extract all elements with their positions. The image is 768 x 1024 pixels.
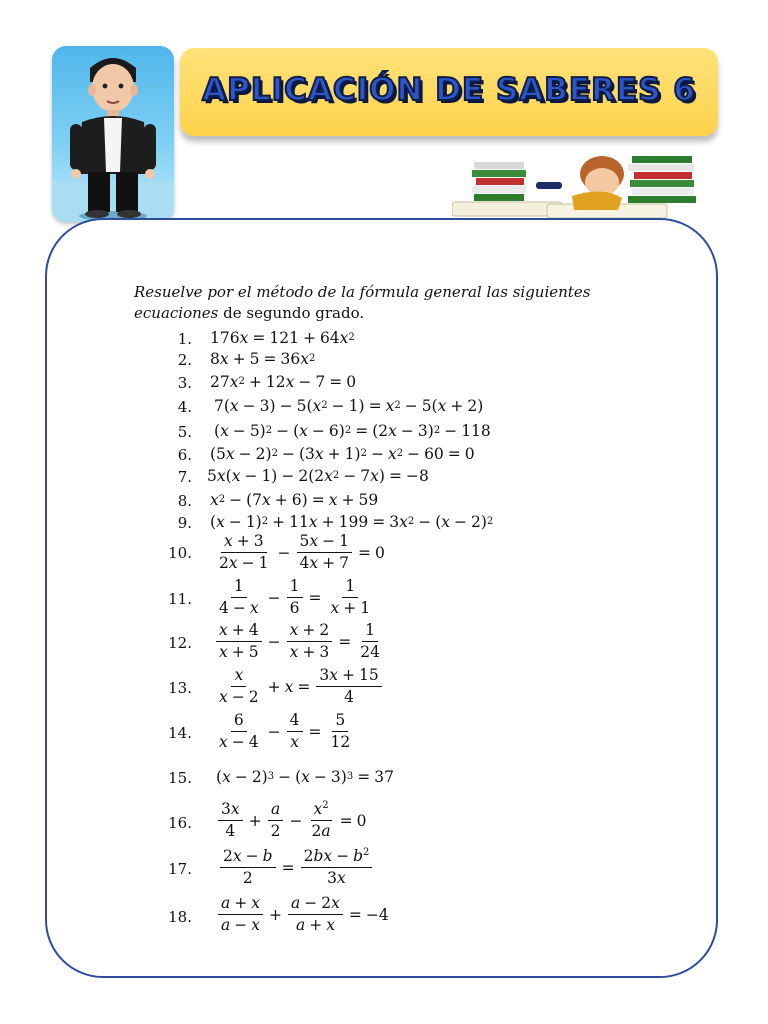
exercise-number: 8. xyxy=(177,492,192,510)
title-banner xyxy=(180,48,718,136)
exercise-number: 16. xyxy=(168,814,192,832)
equation-9: ( x − 1) 2 + 11 x + 199 = 3 x 2 − ( x − 2) 2 xyxy=(210,513,494,531)
exercise-number: 2. xyxy=(177,351,192,369)
instruction-part-regular: de segundo grado. xyxy=(218,304,365,322)
equation-3: 27 x 2 + 12 x − 7 = 0 xyxy=(210,373,357,391)
exercise-number: 6. xyxy=(177,446,192,464)
equation-2: 8 x + 5 = 36 x 2 xyxy=(210,350,316,368)
page-title: APLICACIÓN DE SABERES 6 xyxy=(202,72,696,108)
exercise-number: 13. xyxy=(168,679,192,697)
avatar-illustration xyxy=(52,46,174,222)
exercise-number: 4. xyxy=(177,398,192,416)
exercise-number: 9. xyxy=(177,514,192,532)
equation-12: $\frac{x + 4}{x + 5}$ − $\frac{x + 2}{x + 3}$ = $\frac{1}{24}$ xyxy=(214,621,385,662)
equation-17: $\frac{2x - b}{2}$ = $\frac{2bx - b^2}{3x}$ xyxy=(218,847,374,888)
equation-6: (5 x − 2) 2 − (3 x + 1) 2 − x 2 − 60 = 0 xyxy=(210,445,475,463)
exercise-number: 17. xyxy=(168,860,192,878)
exercise-frame xyxy=(45,218,718,978)
equation-8: x 2 − (7 x + 6) = x + 59 xyxy=(210,491,379,509)
exercise-number: 3. xyxy=(177,374,192,392)
equation-16: $\frac{3x}{4}$ + $\frac{a}{2}$ − $\frac{x^2}{2a}$ = 0 xyxy=(216,800,367,841)
equation-13: $\frac{x}{x - 2}$ + x = $\frac{3x + 15}{4}$ xyxy=(214,666,384,707)
instruction-part-italic: Resuelve por el método de la fórmula general las siguientes ecuaciones xyxy=(134,283,591,322)
equation-1: 176 x = 121 + 64 x 2 xyxy=(210,329,355,347)
exercise-number: 5. xyxy=(177,423,192,441)
equation-5: ( x − 5) 2 − ( x − 6) 2 = (2 x − 3) 2 − 118 xyxy=(214,422,491,440)
exercise-number: 12. xyxy=(168,634,192,652)
exercise-number: 7. xyxy=(177,468,192,486)
exercise-number: 11. xyxy=(168,590,192,608)
equation-18: $\frac{a + x}{a - x}$ + $\frac{a - 2x}{a + x}$ = −4 xyxy=(216,894,389,935)
equation-11: $\frac{1}{4 - x}$ − $\frac{1}{6}$ = $\frac{1}{x + 1}$ xyxy=(219,577,371,617)
equation-4: 7( x − 3) − 5( x 2 − 1) = x 2 − 5( x + 2) xyxy=(214,397,484,415)
equation-14: $\frac{6}{x - 4}$ − $\frac{4}{x}$ = $\frac{5}{12}$ xyxy=(219,711,351,751)
exercise-number: 10. xyxy=(168,544,192,562)
equation-10: $\frac{x + 3}{2x - 1}$ − $\frac{5x - 1}{4x + 7}$ = 0 xyxy=(219,532,385,572)
exercise-number: 18. xyxy=(168,908,192,926)
exercise-number: 1. xyxy=(177,330,192,348)
equation-7: 5 x ( x − 1) − 2(2 x 2 − 7 x ) = −8 xyxy=(207,467,429,485)
books-and-student-illustration xyxy=(452,152,714,222)
exercise-number: 14. xyxy=(168,724,192,742)
equation-15: ( x − 2) 3 − ( x − 3) 3 = 37 xyxy=(216,768,394,786)
exercise-number: 15. xyxy=(168,769,192,787)
avatar-card xyxy=(52,46,174,222)
instruction-text xyxy=(134,282,674,324)
